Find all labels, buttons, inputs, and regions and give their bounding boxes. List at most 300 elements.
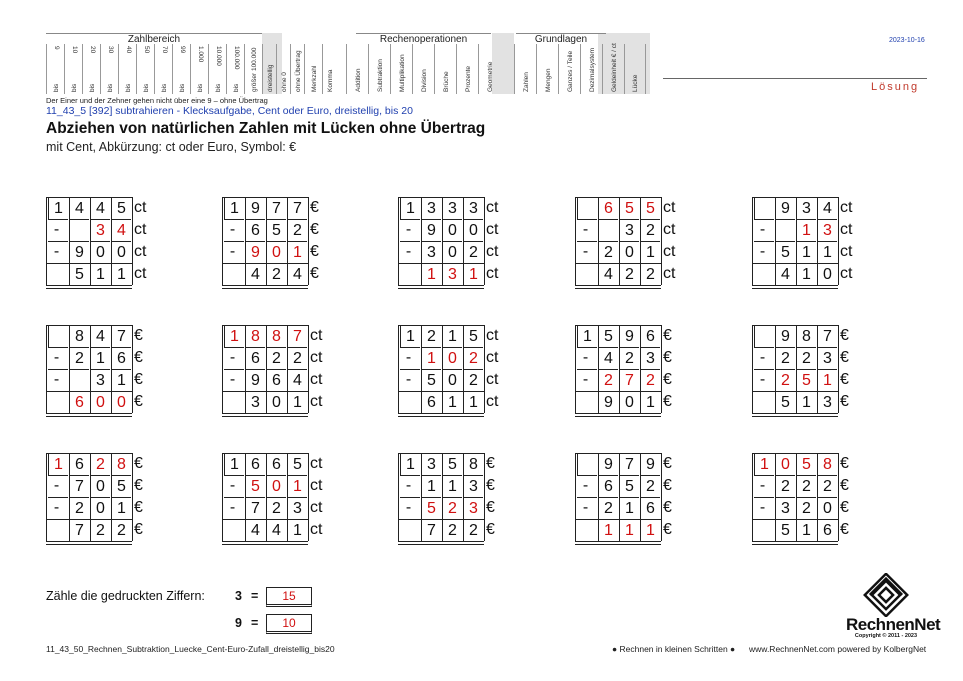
digit-cell[interactable]: 3 xyxy=(463,497,483,519)
problem-row xyxy=(575,497,695,519)
digit-cell: 4 xyxy=(287,369,307,391)
digit-cell: 2 xyxy=(266,263,286,285)
digit-cell: 0 xyxy=(90,475,110,497)
column-bottom-label: bis xyxy=(124,83,132,92)
digit-cell[interactable]: 7 xyxy=(619,369,639,391)
digit-cell[interactable]: 1 xyxy=(796,219,816,241)
digit-cell[interactable]: 1 xyxy=(224,325,244,347)
unit-label: € xyxy=(132,453,143,475)
digit-cell[interactable]: 1 xyxy=(463,263,483,285)
digit-cell: 7 xyxy=(266,197,286,219)
group-title-rechenoperationen: Rechenoperationen xyxy=(356,33,491,45)
problem-row xyxy=(398,241,518,263)
problem-row xyxy=(752,241,872,263)
digit-cell: 2 xyxy=(775,475,795,497)
column-top-label: 30 xyxy=(106,46,114,54)
digit-cell: 3 xyxy=(421,197,441,219)
digit-cell[interactable]: 0 xyxy=(266,475,286,497)
digit-cell[interactable]: 6 xyxy=(598,197,618,219)
footer-filename: 11_43_50_Rechnen_Subtraktion_Luecke_Cent-Euro-Zufall_dreistellig_bis20 xyxy=(46,644,335,654)
subtraction-problem xyxy=(222,453,342,545)
operator-sign: - xyxy=(405,349,412,366)
unit-label: ct xyxy=(308,497,322,519)
digit-cell: 5 xyxy=(619,475,639,497)
classification-column xyxy=(368,44,390,94)
digit-cell: 2 xyxy=(90,519,110,541)
digit-cell: 6 xyxy=(69,453,89,475)
operator-sign: - xyxy=(53,477,60,494)
unit-label: ct xyxy=(838,197,852,219)
digit-cell: 3 xyxy=(463,197,483,219)
digit-cell: 1 xyxy=(796,241,816,263)
problem-row xyxy=(575,219,695,241)
unit-label: € xyxy=(838,453,849,475)
subtraction-problem xyxy=(752,453,872,545)
digit-cell[interactable]: 2 xyxy=(463,347,483,369)
unit-label: € xyxy=(132,369,143,391)
unit-label: € xyxy=(838,369,849,391)
digit-cell[interactable]: 2 xyxy=(640,369,660,391)
operator-sign: - xyxy=(582,243,589,260)
double-underline xyxy=(46,285,132,289)
operator-sign: - xyxy=(405,499,412,516)
digit-cell: 3 xyxy=(421,241,441,263)
digit-cell: 4 xyxy=(245,263,265,285)
digit-cell: 2 xyxy=(775,347,795,369)
digit-cell[interactable]: 9 xyxy=(245,241,265,263)
digit-cell[interactable]: 1 xyxy=(48,453,68,475)
classification-column xyxy=(118,44,136,94)
problem-top-border xyxy=(398,197,484,198)
operator-sign: - xyxy=(53,243,60,260)
digit-cell: 0 xyxy=(442,241,462,263)
digit-cell[interactable]: 5 xyxy=(619,197,639,219)
classification-column xyxy=(100,44,118,94)
digit-cell[interactable]: 5 xyxy=(796,453,816,475)
digit-cell: 2 xyxy=(640,263,660,285)
problem-row xyxy=(46,347,166,369)
problem-row xyxy=(222,325,342,347)
problem-row xyxy=(752,369,872,391)
result-row-border xyxy=(398,263,484,285)
column-label: Geldeinheit € / ct xyxy=(610,43,618,92)
digit-cell: 1 xyxy=(287,391,307,413)
digit-cell: 0 xyxy=(817,497,837,519)
unit-label: ct xyxy=(484,369,498,391)
digit-cell: 4 xyxy=(817,197,837,219)
problem-row xyxy=(398,475,518,497)
problem-row xyxy=(752,453,872,475)
digit-cell: 1 xyxy=(111,369,131,391)
column-bottom-label: größer 100.000 xyxy=(250,47,258,92)
digit-cell: 1 xyxy=(463,391,483,413)
double-underline xyxy=(752,541,838,545)
digit-cell[interactable]: 1 xyxy=(287,475,307,497)
classification-column xyxy=(346,44,368,94)
digit-cell: 6 xyxy=(245,453,265,475)
column-label: Komma xyxy=(326,69,334,92)
classification-column xyxy=(82,44,100,94)
digit-cell: 1 xyxy=(111,497,131,519)
subtraction-problem xyxy=(46,325,166,417)
problem-row xyxy=(752,219,872,241)
subtraction-problem xyxy=(222,197,342,289)
unit-label: € xyxy=(838,391,849,413)
classification-column xyxy=(208,44,226,94)
digit-cell: 1 xyxy=(577,325,597,347)
column-label: dreistellig xyxy=(266,64,274,92)
column-label: Merkzahl xyxy=(310,65,318,92)
digit-cell[interactable]: 1 xyxy=(754,453,774,475)
problem-top-border xyxy=(398,453,484,454)
solution-label: Lösung xyxy=(871,81,920,93)
digit-cell: 4 xyxy=(287,263,307,285)
unit-label: ct xyxy=(132,219,146,241)
classification-column xyxy=(322,44,336,94)
operator-sign: - xyxy=(229,499,236,516)
digit-cell xyxy=(48,369,68,391)
operator-sign: - xyxy=(582,371,589,388)
digit-cell[interactable]: 4 xyxy=(111,219,131,241)
digit-cell: 9 xyxy=(619,325,639,347)
digit-cell: 1 xyxy=(442,475,462,497)
digit-cell: 2 xyxy=(619,347,639,369)
digit-cell: 6 xyxy=(598,475,618,497)
digit-cell[interactable]: 1 xyxy=(287,241,307,263)
column-bottom-label: bis xyxy=(178,83,186,92)
problem-row xyxy=(222,197,342,219)
digit-cell[interactable]: 2 xyxy=(775,369,795,391)
digit-cell: 5 xyxy=(598,325,618,347)
double-underline xyxy=(398,541,484,545)
unit-label: € xyxy=(132,347,143,369)
column-label: Mengen xyxy=(544,68,552,92)
digit-cell: 8 xyxy=(796,325,816,347)
digit-cell[interactable]: 2 xyxy=(90,453,110,475)
digit-cell[interactable]: 6 xyxy=(69,391,89,413)
digit-cell: 6 xyxy=(245,347,265,369)
problem-row xyxy=(575,241,695,263)
column-bottom-label: bis xyxy=(196,83,204,92)
problem-top-border xyxy=(575,325,661,326)
column-top-label: 9 xyxy=(52,46,60,50)
column-top-label: 99 xyxy=(178,46,186,54)
page-title: Abziehen von natürlichen Zahlen mit Lücken ohne Übertrag xyxy=(46,120,486,137)
column-label: Ganzes / Teile xyxy=(566,50,574,92)
unit-label: € xyxy=(838,519,849,541)
unit-label: ct xyxy=(132,263,146,285)
column-bottom-label: bis xyxy=(232,83,240,92)
digit-cell: 9 xyxy=(245,369,265,391)
column-bottom-label: bis xyxy=(70,83,78,92)
digit-cell[interactable]: 5 xyxy=(796,369,816,391)
classification-column xyxy=(536,44,558,94)
classification-column xyxy=(154,44,172,94)
problem-top-border xyxy=(752,453,838,454)
digit-cell[interactable]: 8 xyxy=(245,325,265,347)
unit-label: ct xyxy=(484,197,498,219)
count-answer-9[interactable]: 10 xyxy=(266,614,312,634)
problem-row xyxy=(575,325,695,347)
digit-cell xyxy=(400,347,420,369)
column-label: Addition xyxy=(354,68,362,92)
digit-cell[interactable]: 1 xyxy=(640,519,660,541)
double-underline xyxy=(222,541,308,545)
unit-label: € xyxy=(661,453,672,475)
digit-cell: 4 xyxy=(775,263,795,285)
double-underline xyxy=(752,285,838,289)
digit-cell xyxy=(577,453,597,475)
digit-cell: 2 xyxy=(287,219,307,241)
column-label: Division xyxy=(420,69,428,92)
problem-top-border xyxy=(46,453,132,454)
digit-cell[interactable]: 3 xyxy=(442,263,462,285)
problem-row xyxy=(398,347,518,369)
digit-cell: 2 xyxy=(796,497,816,519)
digit-cell: 9 xyxy=(598,391,618,413)
digit-cell: 9 xyxy=(69,241,89,263)
digit-cell: 0 xyxy=(442,369,462,391)
classification-column xyxy=(558,44,580,94)
digit-cell[interactable]: 0 xyxy=(775,453,795,475)
double-underline xyxy=(575,285,661,289)
digit-cell[interactable]: 5 xyxy=(245,475,265,497)
operator-sign: - xyxy=(53,371,60,388)
result-row-border xyxy=(752,391,838,413)
digit-cell[interactable]: 1 xyxy=(421,347,441,369)
digit-cell: 2 xyxy=(463,519,483,541)
unit-label: ct xyxy=(132,197,146,219)
column-label: Brüche xyxy=(442,71,450,92)
digit-cell: 2 xyxy=(796,347,816,369)
digit-cell: 7 xyxy=(421,519,441,541)
digit-cell xyxy=(754,347,774,369)
digit-cell: 1 xyxy=(442,391,462,413)
digit-cell[interactable]: 0 xyxy=(111,391,131,413)
problem-row xyxy=(222,453,342,475)
digit-cell: 1 xyxy=(817,241,837,263)
classification-column xyxy=(290,44,304,94)
problem-row xyxy=(398,197,518,219)
digit-cell[interactable]: 3 xyxy=(90,219,110,241)
unit-label: € xyxy=(838,347,849,369)
digit-cell xyxy=(48,475,68,497)
digit-cell: 3 xyxy=(817,391,837,413)
classification-column xyxy=(190,44,208,94)
problem-row xyxy=(222,497,342,519)
digit-cell[interactable]: 2 xyxy=(598,369,618,391)
digit-cell xyxy=(400,241,420,263)
digit-cell[interactable]: 8 xyxy=(266,325,286,347)
operator-sign: - xyxy=(405,477,412,494)
column-label: Subtraktion xyxy=(376,59,384,92)
digit-cell[interactable]: 0 xyxy=(442,347,462,369)
digit-cell: 1 xyxy=(796,391,816,413)
digit-cell: 5 xyxy=(463,325,483,347)
date: 2023-10-16 xyxy=(889,37,925,44)
count-label: Zähle die gedruckten Ziffern: xyxy=(46,589,205,603)
column-top-label: 50 xyxy=(142,46,150,54)
result-row-border xyxy=(752,263,838,285)
digit-cell: 2 xyxy=(463,369,483,391)
digit-cell: 8 xyxy=(69,325,89,347)
operator-sign: - xyxy=(53,221,60,238)
column-label: Prozente xyxy=(464,65,472,92)
problem-row xyxy=(46,241,166,263)
digit-cell: 0 xyxy=(463,219,483,241)
digit-cell[interactable]: 1 xyxy=(421,263,441,285)
digit-cell: 1 xyxy=(400,453,420,475)
problem-top-border xyxy=(575,197,661,198)
column-top-label: 100.000 xyxy=(232,46,240,70)
digit-cell xyxy=(400,497,420,519)
unit-label: ct xyxy=(484,241,498,263)
digit-cell: 1 xyxy=(90,347,110,369)
unit-label: ct xyxy=(661,263,675,285)
unit-label: ct xyxy=(308,325,322,347)
unit-label: € xyxy=(838,497,849,519)
digit-cell[interactable]: 7 xyxy=(287,325,307,347)
digit-cell: 2 xyxy=(69,497,89,519)
digit-cell: 5 xyxy=(266,219,286,241)
digit-cell: 1 xyxy=(640,391,660,413)
unit-label: € xyxy=(132,325,143,347)
classification-column xyxy=(602,44,624,94)
subtraction-problem xyxy=(575,325,695,417)
digit-cell: 2 xyxy=(796,475,816,497)
digit-cell: 5 xyxy=(775,519,795,541)
result-row-border xyxy=(575,391,661,413)
digit-cell: 3 xyxy=(640,347,660,369)
digit-cell: 2 xyxy=(266,497,286,519)
classification-column xyxy=(624,44,646,94)
classification-column xyxy=(456,44,478,94)
digit-cell[interactable]: 0 xyxy=(266,241,286,263)
digit-cell xyxy=(577,369,597,391)
operator-sign: - xyxy=(759,221,766,238)
problem-row xyxy=(398,369,518,391)
digit-cell: 9 xyxy=(421,219,441,241)
digit-cell: 5 xyxy=(775,391,795,413)
digit-cell: 1 xyxy=(224,453,244,475)
problem-row xyxy=(575,347,695,369)
double-underline xyxy=(398,285,484,289)
count-digit-3: 3 xyxy=(235,589,242,603)
header-rule xyxy=(663,78,927,79)
column-bottom-label: bis xyxy=(106,83,114,92)
unit-label: € xyxy=(661,497,672,519)
digit-cell[interactable]: 2 xyxy=(442,497,462,519)
footer-link[interactable]: www.RechnenNet.com powered by KolbergNet xyxy=(749,644,927,654)
column-top-label: 1.000 xyxy=(196,46,204,63)
digit-cell: 4 xyxy=(598,263,618,285)
subtraction-problem xyxy=(46,197,166,289)
operator-sign: - xyxy=(405,243,412,260)
digit-cell[interactable]: 0 xyxy=(90,391,110,413)
digit-cell: 3 xyxy=(90,369,110,391)
footer-slogan: ● Rechnen in kleinen Schritten ● xyxy=(612,644,736,654)
digit-cell: 2 xyxy=(463,241,483,263)
digit-cell[interactable]: 8 xyxy=(111,453,131,475)
worksheet-code: 11_43_5 [392] subtrahieren - Klecksaufgabe, Cent oder Euro, dreistellig, bis 20 xyxy=(46,105,413,117)
column-bottom-label: bis xyxy=(142,83,150,92)
operator-sign: - xyxy=(53,349,60,366)
digit-cell[interactable]: 1 xyxy=(619,519,639,541)
subtraction-problem xyxy=(575,453,695,545)
problem-row xyxy=(222,369,342,391)
digit-cell: 7 xyxy=(69,475,89,497)
unit-label: ct xyxy=(484,325,498,347)
result-row-border xyxy=(222,263,308,285)
digit-cell xyxy=(224,219,244,241)
group-title-grundlagen: Grundlagen xyxy=(516,33,606,45)
unit-label: ct xyxy=(308,369,322,391)
digit-cell: 8 xyxy=(463,453,483,475)
column-label: ohne 0 xyxy=(280,72,288,92)
digit-cell[interactable]: 8 xyxy=(817,453,837,475)
digit-cell[interactable]: 5 xyxy=(640,197,660,219)
digit-cell: 1 xyxy=(287,519,307,541)
operator-sign: - xyxy=(759,243,766,260)
digit-cell xyxy=(754,241,774,263)
problem-row xyxy=(752,475,872,497)
digit-cell: 1 xyxy=(400,325,420,347)
digit-cell: 3 xyxy=(796,197,816,219)
problem-row xyxy=(222,241,342,263)
digit-cell: 2 xyxy=(619,263,639,285)
count-answer-3[interactable]: 15 xyxy=(266,587,312,607)
problem-row xyxy=(46,453,166,475)
unit-label: ct xyxy=(484,391,498,413)
digit-cell xyxy=(577,475,597,497)
operator-sign: - xyxy=(582,349,589,366)
logo-copyright: Copyright © 2011 - 2023 xyxy=(854,633,918,639)
digit-cell[interactable]: 5 xyxy=(421,497,441,519)
digit-cell: 5 xyxy=(111,197,131,219)
problem-top-border xyxy=(46,197,132,198)
unit-label: ct xyxy=(308,391,322,413)
double-underline xyxy=(575,541,661,545)
double-underline xyxy=(752,413,838,417)
result-row-border xyxy=(222,519,308,541)
digit-cell xyxy=(400,369,420,391)
digit-cell[interactable]: 3 xyxy=(817,219,837,241)
digit-cell: 3 xyxy=(421,453,441,475)
problem-top-border xyxy=(222,197,308,198)
problem-row xyxy=(222,219,342,241)
operator-sign: - xyxy=(582,499,589,516)
classification-column xyxy=(412,44,434,94)
digit-cell: 2 xyxy=(640,475,660,497)
problem-row xyxy=(752,325,872,347)
digit-cell: 3 xyxy=(775,497,795,519)
digit-cell[interactable]: 1 xyxy=(598,519,618,541)
subtraction-problem xyxy=(222,325,342,417)
rechnennet-logo xyxy=(846,573,941,639)
digit-cell xyxy=(224,497,244,519)
problem-row xyxy=(46,197,166,219)
problem-top-border xyxy=(752,325,838,326)
operator-sign: - xyxy=(582,221,589,238)
digit-cell: 6 xyxy=(817,519,837,541)
digit-cell[interactable]: 1 xyxy=(817,369,837,391)
result-row-border xyxy=(752,519,838,541)
column-top-label: 70 xyxy=(160,46,168,54)
digit-cell: 3 xyxy=(442,197,462,219)
digit-cell: 7 xyxy=(245,497,265,519)
digit-cell xyxy=(754,219,774,241)
digit-cell: 5 xyxy=(421,369,441,391)
